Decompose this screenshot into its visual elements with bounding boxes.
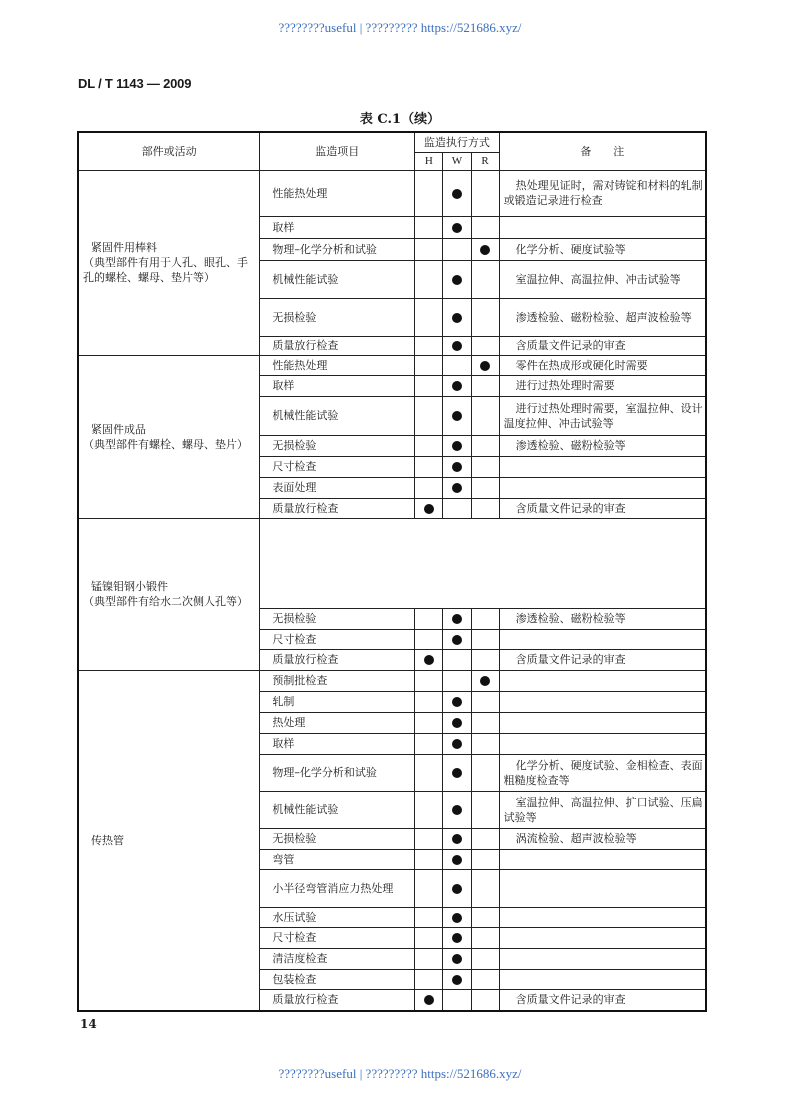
filled-dot-icon: [452, 805, 462, 815]
part-detail: （典型部件有螺栓、螺母、垫片）: [83, 437, 248, 451]
method-r-cell: [471, 498, 499, 518]
method-r-cell: [471, 216, 499, 238]
filled-dot-icon: [452, 411, 462, 421]
filled-dot-icon: [424, 995, 434, 1005]
part-cell: [78, 670, 260, 1011]
method-w-cell: [443, 456, 471, 477]
filled-dot-icon: [452, 381, 462, 391]
method-h-cell: [415, 828, 443, 849]
item-cell: 尺寸检查: [260, 456, 415, 477]
method-h-cell: [415, 969, 443, 989]
method-h-cell: [415, 791, 443, 828]
method-w-cell: [443, 355, 471, 375]
item-cell: 物理–化学分析和试验: [260, 238, 415, 260]
note-cell: [499, 948, 706, 969]
item-cell: 质量放行检查: [260, 649, 415, 670]
method-w-cell: [443, 170, 471, 216]
method-w-cell: [443, 754, 471, 791]
note-cell: [499, 216, 706, 238]
table-row: [78, 355, 706, 375]
item-cell: 取样: [260, 375, 415, 396]
item-cell: 无损检验: [260, 828, 415, 849]
method-w-cell: [443, 869, 471, 907]
method-r-cell: [471, 170, 499, 216]
filled-dot-icon: [452, 635, 462, 645]
method-w-cell: [443, 396, 471, 435]
note-cell: 含质量文件记录的审查: [499, 336, 706, 355]
note-cell: 室温拉伸、高温拉伸、冲击试验等: [499, 260, 706, 298]
filled-dot-icon: [452, 884, 462, 894]
method-w-cell: [443, 498, 471, 518]
item-cell: 质量放行检查: [260, 498, 415, 518]
method-r-cell: [471, 629, 499, 649]
item-cell: 取样: [260, 216, 415, 238]
method-r-cell: [471, 948, 499, 969]
method-r-cell: [471, 907, 499, 927]
part-name: 锰镍钼钢小锻件: [91, 580, 168, 593]
note-cell: 进行过热处理时需要: [499, 375, 706, 396]
filled-dot-icon: [452, 913, 462, 923]
item-cell: 轧制: [260, 691, 415, 712]
method-w-cell: [443, 828, 471, 849]
item-cell: 取样: [260, 733, 415, 754]
method-h-cell: [415, 670, 443, 691]
note-cell: 渗透检验、磁粉检验、超声波检验等: [499, 298, 706, 336]
method-r-cell: [471, 733, 499, 754]
method-w-cell: [443, 948, 471, 969]
method-r-cell: [471, 608, 499, 629]
note-cell: [499, 907, 706, 927]
part-name: 传热管: [91, 833, 124, 847]
method-r-cell: [471, 691, 499, 712]
item-cell: 质量放行检查: [260, 989, 415, 1011]
table-row: [78, 170, 706, 216]
item-cell: 无损检验: [260, 608, 415, 629]
method-w-cell: [443, 216, 471, 238]
method-h-cell: [415, 712, 443, 733]
note-cell: [499, 629, 706, 649]
method-h-cell: [415, 238, 443, 260]
method-r-cell: [471, 238, 499, 260]
method-w-cell: [443, 691, 471, 712]
item-cell: 质量放行检查: [260, 336, 415, 355]
method-h-cell: [415, 298, 443, 336]
method-r-cell: [471, 869, 499, 907]
method-w-cell: [443, 849, 471, 869]
method-r-cell: [471, 969, 499, 989]
note-cell: [499, 712, 706, 733]
filled-dot-icon: [452, 483, 462, 493]
method-h-cell: [415, 869, 443, 907]
note-cell: 室温拉伸、高温拉伸、扩口试验、压扁试验等: [499, 791, 706, 828]
method-w-cell: [443, 298, 471, 336]
method-h-cell: [415, 216, 443, 238]
filled-dot-icon: [452, 739, 462, 749]
method-w-cell: [443, 260, 471, 298]
filled-dot-icon: [480, 361, 490, 371]
method-h-cell: [415, 170, 443, 216]
table-body: [78, 170, 706, 1011]
method-w-cell: [443, 989, 471, 1011]
method-r-cell: [471, 828, 499, 849]
note-cell: 热处理见证时，需对铸锭和材料的轧制或锻造记录进行检查: [499, 170, 706, 216]
part-cell: [78, 518, 260, 670]
filled-dot-icon: [452, 768, 462, 778]
part-cell: [78, 355, 260, 518]
header-method: 监造执行方式: [415, 132, 499, 152]
note-cell: 渗透检验、磁粉检验等: [499, 435, 706, 456]
method-w-cell: [443, 336, 471, 355]
note-cell: 进行过热处理时需要，室温拉伸、设计温度拉伸、冲击试验等: [499, 396, 706, 435]
header-part: 部件或活动: [78, 132, 260, 170]
method-h-cell: [415, 608, 443, 629]
method-w-cell: [443, 712, 471, 733]
item-cell: 性能热处理: [260, 170, 415, 216]
page-number: 14: [80, 1017, 97, 1031]
method-w-cell: [443, 733, 471, 754]
method-h-cell: [415, 456, 443, 477]
header-note: 备 注: [499, 132, 706, 170]
method-r-cell: [471, 435, 499, 456]
method-w-cell: [443, 238, 471, 260]
filled-dot-icon: [480, 676, 490, 686]
filled-dot-icon: [452, 313, 462, 323]
method-r-cell: [471, 396, 499, 435]
note-cell: 渗透检验、磁粉检验等: [499, 608, 706, 629]
filled-dot-icon: [452, 954, 462, 964]
item-cell: 清洁度检查: [260, 948, 415, 969]
item-cell: 水压试验: [260, 907, 415, 927]
filled-dot-icon: [424, 655, 434, 665]
part-name: 紧固件成品: [91, 422, 146, 436]
method-h-cell: [415, 989, 443, 1011]
method-h-cell: [415, 336, 443, 355]
filled-dot-icon: [452, 718, 462, 728]
item-cell: 机械性能试验: [260, 396, 415, 435]
header-item: 监造项目: [260, 132, 415, 170]
table-row: [78, 670, 706, 691]
method-r-cell: [471, 989, 499, 1011]
standard-id: DL / T 1143 — 2009: [78, 76, 192, 91]
note-cell: [499, 670, 706, 691]
note-cell: 含质量文件记录的审查: [499, 649, 706, 670]
note-cell: [499, 477, 706, 498]
method-r-cell: [471, 375, 499, 396]
filled-dot-icon: [452, 614, 462, 624]
method-h-cell: [415, 355, 443, 375]
note-cell: 化学分析、硬度试验等: [499, 238, 706, 260]
method-h-cell: [415, 907, 443, 927]
item-cell: 机械性能试验: [260, 260, 415, 298]
method-w-cell: [443, 649, 471, 670]
item-cell: 物理–化学分析和试验: [260, 754, 415, 791]
method-w-cell: [443, 608, 471, 629]
part-detail: （典型部件有用于人孔、眼孔、手孔的螺栓、螺母、垫片等）: [83, 256, 248, 284]
item-cell: 包装检查: [260, 969, 415, 989]
filled-dot-icon: [452, 189, 462, 199]
method-r-cell: [471, 298, 499, 336]
method-h-cell: [415, 849, 443, 869]
method-h-cell: [415, 691, 443, 712]
item-cell: 机械性能试验: [260, 791, 415, 828]
filled-dot-icon: [452, 223, 462, 233]
method-h-cell: [415, 733, 443, 754]
header-r: R: [471, 152, 499, 170]
note-cell: 含质量文件记录的审查: [499, 989, 706, 1011]
note-cell: [499, 869, 706, 907]
method-h-cell: [415, 260, 443, 298]
method-w-cell: [443, 670, 471, 691]
method-r-cell: [471, 456, 499, 477]
watermark-top: ????????useful | ????????? https://521686.xyz/: [278, 20, 522, 35]
method-r-cell: [471, 477, 499, 498]
method-r-cell: [471, 336, 499, 355]
header-h: H: [415, 152, 443, 170]
part-cell: [78, 170, 260, 355]
method-h-cell: [415, 649, 443, 670]
filled-dot-icon: [452, 275, 462, 285]
method-r-cell: [471, 754, 499, 791]
method-r-cell: [471, 670, 499, 691]
item-cell: 尺寸检查: [260, 629, 415, 649]
note-cell: 零件在热成形或硬化时需要: [499, 355, 706, 375]
method-w-cell: [443, 907, 471, 927]
note-cell: [499, 849, 706, 869]
method-h-cell: [415, 435, 443, 456]
part-detail: （典型部件有给水二次侧人孔等）: [83, 595, 248, 608]
note-cell: [499, 969, 706, 989]
method-h-cell: [415, 754, 443, 791]
note-cell: [499, 733, 706, 754]
item-cell: 尺寸检查: [260, 927, 415, 948]
item-cell: 表面处理: [260, 477, 415, 498]
method-w-cell: [443, 435, 471, 456]
method-h-cell: [415, 927, 443, 948]
method-w-cell: [443, 375, 471, 396]
method-r-cell: [471, 712, 499, 733]
method-r-cell: [471, 260, 499, 298]
table-title: 表 C.1（续）: [359, 112, 441, 127]
header-w: W: [443, 152, 471, 170]
note-cell: [499, 927, 706, 948]
filled-dot-icon: [452, 933, 462, 943]
filled-dot-icon: [452, 975, 462, 985]
method-w-cell: [443, 791, 471, 828]
method-r-cell: [471, 927, 499, 948]
filled-dot-icon: [452, 441, 462, 451]
method-w-cell: [443, 629, 471, 649]
method-r-cell: [471, 791, 499, 828]
part-name: 紧固件用棒料: [91, 241, 157, 254]
note-cell: [499, 456, 706, 477]
filled-dot-icon: [452, 462, 462, 472]
filled-dot-icon: [452, 834, 462, 844]
filled-dot-icon: [424, 504, 434, 514]
note-cell: 含质量文件记录的审查: [499, 498, 706, 518]
item-cell: 小半径弯管消应力热处理: [260, 869, 415, 907]
method-h-cell: [415, 396, 443, 435]
method-w-cell: [443, 969, 471, 989]
note-cell: [499, 691, 706, 712]
method-r-cell: [471, 355, 499, 375]
obscured-row: [78, 518, 706, 608]
supervision-table: [77, 131, 707, 1012]
note-cell: 涡流检验、超声波检验等: [499, 828, 706, 849]
filled-dot-icon: [452, 697, 462, 707]
filled-dot-icon: [480, 245, 490, 255]
item-cell: 弯管: [260, 849, 415, 869]
item-cell: 无损检验: [260, 435, 415, 456]
filled-dot-icon: [452, 341, 462, 351]
method-w-cell: [443, 477, 471, 498]
method-h-cell: [415, 498, 443, 518]
item-cell: 预制批检查: [260, 670, 415, 691]
method-h-cell: [415, 629, 443, 649]
method-r-cell: [471, 649, 499, 670]
item-cell: 性能热处理: [260, 355, 415, 375]
method-w-cell: [443, 927, 471, 948]
method-h-cell: [415, 375, 443, 396]
method-h-cell: [415, 477, 443, 498]
item-cell: 无损检验: [260, 298, 415, 336]
method-r-cell: [471, 849, 499, 869]
item-cell: 热处理: [260, 712, 415, 733]
watermark-bottom: ????????useful | ????????? https://521686.xyz/: [278, 1066, 522, 1081]
method-h-cell: [415, 948, 443, 969]
filled-dot-icon: [452, 855, 462, 865]
note-cell: 化学分析、硬度试验、金相检查、表面粗糙度检查等: [499, 754, 706, 791]
